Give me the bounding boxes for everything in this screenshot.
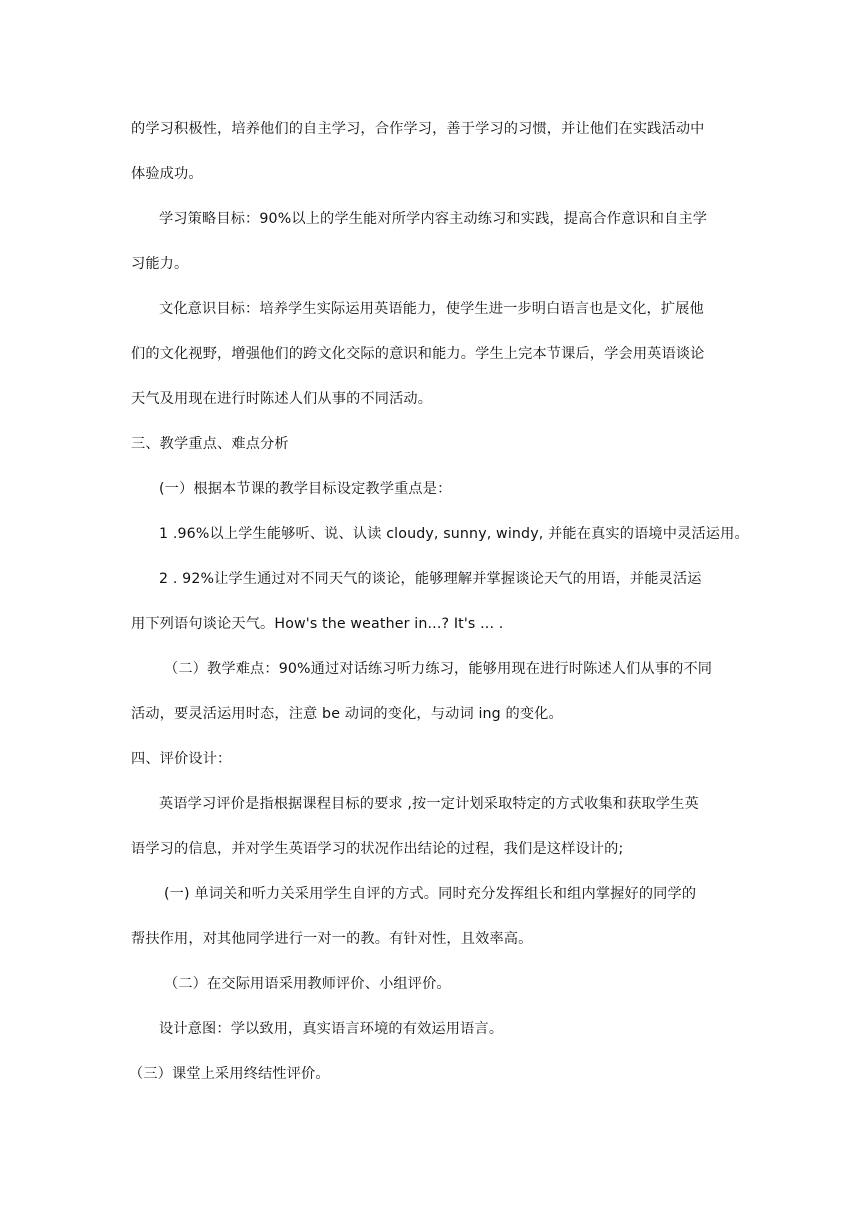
evaluation-item-2: （二）在交际用语采用教师评价、小组评价。 (164, 976, 451, 992)
evaluation-item-1: (一) 单词关和听力关采用学生自评的方式。同时充分发挥组长和组内掌握好的同学的 (164, 886, 697, 902)
section-heading-teaching-focus: 三、教学重点、难点分析 (131, 436, 289, 452)
evaluation-definition-line: 英语学习评价是指根据课程目标的要求 ,按一定计划采取特定的方式收集和获取学生英 (159, 796, 699, 812)
paragraph-line: 帮扶作用，对其他同学进行一对一的教。有针对性，且效率高。 (131, 931, 533, 947)
paragraph-line: 体验成功。 (131, 166, 203, 182)
paragraph-line: 们的文化视野，增强他们的跨文化交际的意识和能力。学生上完本节课后，学会用英语谈论 (131, 346, 705, 362)
paragraph-line: 用下列语句谈论天气。How's the weather in...? It's ... . (131, 616, 504, 632)
evaluation-item-3: （三）课堂上采用终结性评价。 (129, 1066, 330, 1082)
paragraph-line: 天气及用现在进行时陈述人们从事的不同活动。 (131, 391, 433, 407)
list-item-2: 2 . 92%让学生通过对不同天气的谈论，能够理解并掌握谈论天气的用语，并能灵活运 (159, 571, 702, 587)
paragraph-line: 的学习积极性，培养他们的自主学习，合作学习，善于学习的习惯，并让他们在实践活动中 (131, 121, 705, 137)
cultural-awareness-goal-line: 文化意识目标：培养学生实际运用英语能力，使学生进一步明白语言也是文化，扩展他 (159, 301, 704, 317)
paragraph-line: 习能力。 (131, 256, 189, 272)
list-item-1: 1 .96%以上学生能够听、说、认读 cloudy, sunny, windy, 并能在真实的语境中灵活运用。 (159, 526, 749, 542)
paragraph-line: 活动，要灵活运用时态，注意 be 动词的变化，与动词 ing 的变化。 (131, 706, 563, 722)
teaching-focus-intro-line: (一）根据本节课的教学目标设定教学重点是： (159, 481, 452, 497)
design-intent-line: 设计意图：学以致用，真实语言环境的有效运用语言。 (159, 1021, 504, 1037)
section-heading-evaluation-design: 四、评价设计： (131, 751, 232, 767)
teaching-difficulty-line: （二）教学难点：90%通过对话练习听力练习，能够用现在进行时陈述人们从事的不同 (164, 661, 713, 677)
paragraph-line: 语学习的信息，并对学生英语学习的状况作出结论的过程，我们是这样设计的; (131, 841, 624, 857)
learning-strategy-goal-line: 学习策略目标：90%以上的学生能对所学内容主动练习和实践，提高合作意识和自主学 (159, 211, 708, 227)
